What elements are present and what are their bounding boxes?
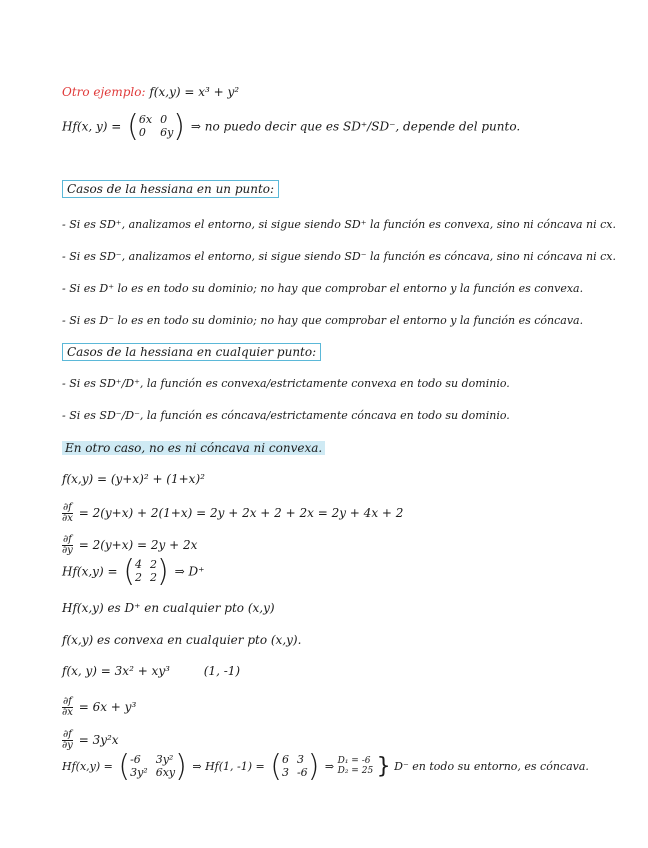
example3-function: f(x, y) = 3x² + xy³ (1, -1) (62, 664, 241, 678)
hessian-lhs: Hf(x, y) = (62, 119, 122, 134)
matrix-cell: -6 (296, 766, 308, 779)
matrix-cell: 6x (138, 113, 153, 127)
example2-conclusion-1: Hf(x,y) es D⁺ en cualquier pto (x,y) (62, 601, 275, 615)
hessian-matrix: ( 4 2 2 2 ) (123, 554, 169, 589)
example3-result: D⁻ en todo su entorno, es cóncava. (394, 760, 589, 773)
example3-hessian: Hf(x,y) = ( -6 3y² 3y² 6xy ) ⇒ Hf(1, -1) = ( 6 3 3 -6 ) ⇒ D₁ = -6 D₂ = 25 } D⁻ en todo su entorno, es cóncava. (62, 749, 589, 784)
example-heading (62, 85, 239, 99)
hessian-conclusion: ⇒ no puedo decir que es SD⁺/SD⁻, depende del punto. (190, 119, 521, 134)
example2-function: f(x,y) = (y+x)² + (1+x)² (62, 472, 205, 486)
example2-hessian: Hf(x,y) = ( 4 2 2 2 ) ⇒ D⁺ (62, 554, 205, 589)
matrix-cell: 6y (160, 126, 174, 139)
example3-dfdx: $\frac{\partial f}{\partial x}$ = 6x + y³ (62, 696, 137, 718)
example2-conclusion-2: f(x,y) es convexa en cualquier pto (x,y). (62, 633, 302, 647)
minors: D₁ = -6 D₂ = 25 (337, 756, 374, 776)
function-definition: f(x,y) = x³ + y² (149, 85, 240, 99)
hessian-matrix-evaluated: ( 6 3 3 -6 ) (270, 749, 320, 784)
case-item: - Si es D⁻ lo es en todo su dominio; no hay que comprobar el entorno y la función es cóncava. (62, 314, 584, 327)
highlighted-note: En otro caso, no es ni cóncava ni convexa. (62, 441, 325, 455)
matrix-cell: 2 (150, 558, 158, 572)
example2-dfdx: $\frac{\partial f}{\partial x}$ = 2(y+x) + 2(1+x) = 2y + 2x + 2 + 2x = 2y + 4x + 2 (62, 502, 404, 524)
matrix-cell: 0 (138, 126, 146, 139)
matrix-cell: -6 (130, 753, 141, 767)
section-title-cualquier: Casos de la hessiana en cualquier punto: (62, 343, 321, 361)
matrix-cell: 6xy (155, 766, 176, 779)
matrix-cell: 3 (296, 753, 304, 767)
matrix-cell: 4 (135, 558, 143, 572)
matrix-cell: 3 (281, 766, 289, 779)
matrix-cell: 6 (281, 753, 289, 767)
matrix-cell: 2 (135, 571, 143, 584)
example3-point: (1, -1) (203, 664, 241, 678)
matrix-cell: 3y² (130, 766, 148, 779)
matrix-cell: 0 (160, 113, 168, 127)
hessian-matrix: ( -6 3y² 3y² 6xy ) (118, 749, 187, 784)
example2-dfdy: $\frac{\partial f}{\partial y}$ = 2(y+x) = 2y + 2x (62, 534, 198, 556)
case-item: - Si es SD⁻, analizamos el entorno, si sigue siendo SD⁻ la función es cóncava, sino ni cóncava ni cx. (62, 250, 616, 263)
example3-dfdy: $\frac{\partial f}{\partial y}$ = 3y²x (62, 729, 119, 751)
case-item: - Si es SD⁺/D⁺, la función es convexa/estrictamente convexa en todo su dominio. (62, 377, 510, 390)
case-item: - Si es SD⁺, analizamos el entorno, si sigue siendo SD⁺ la función es convexa, sino ni cóncava ni cx. (62, 218, 616, 231)
note-line (62, 441, 325, 455)
case-item: - Si es D⁺ lo es en todo su dominio; no hay que comprobar el entorno y la función es convexa. (62, 282, 584, 295)
hessian-matrix: ( 6x 0 0 6y ) (127, 109, 186, 144)
example-label: Otro ejemplo: (62, 85, 146, 99)
matrix-cell: 3y² (155, 753, 174, 767)
section-title-punto: Casos de la hessiana en un punto: (62, 180, 279, 198)
case-item: - Si es SD⁻/D⁻, la función es cóncava/estrictamente cóncava en todo su dominio. (62, 409, 510, 422)
matrix-cell: 2 (150, 571, 158, 584)
hessian-line-1 (62, 109, 521, 144)
